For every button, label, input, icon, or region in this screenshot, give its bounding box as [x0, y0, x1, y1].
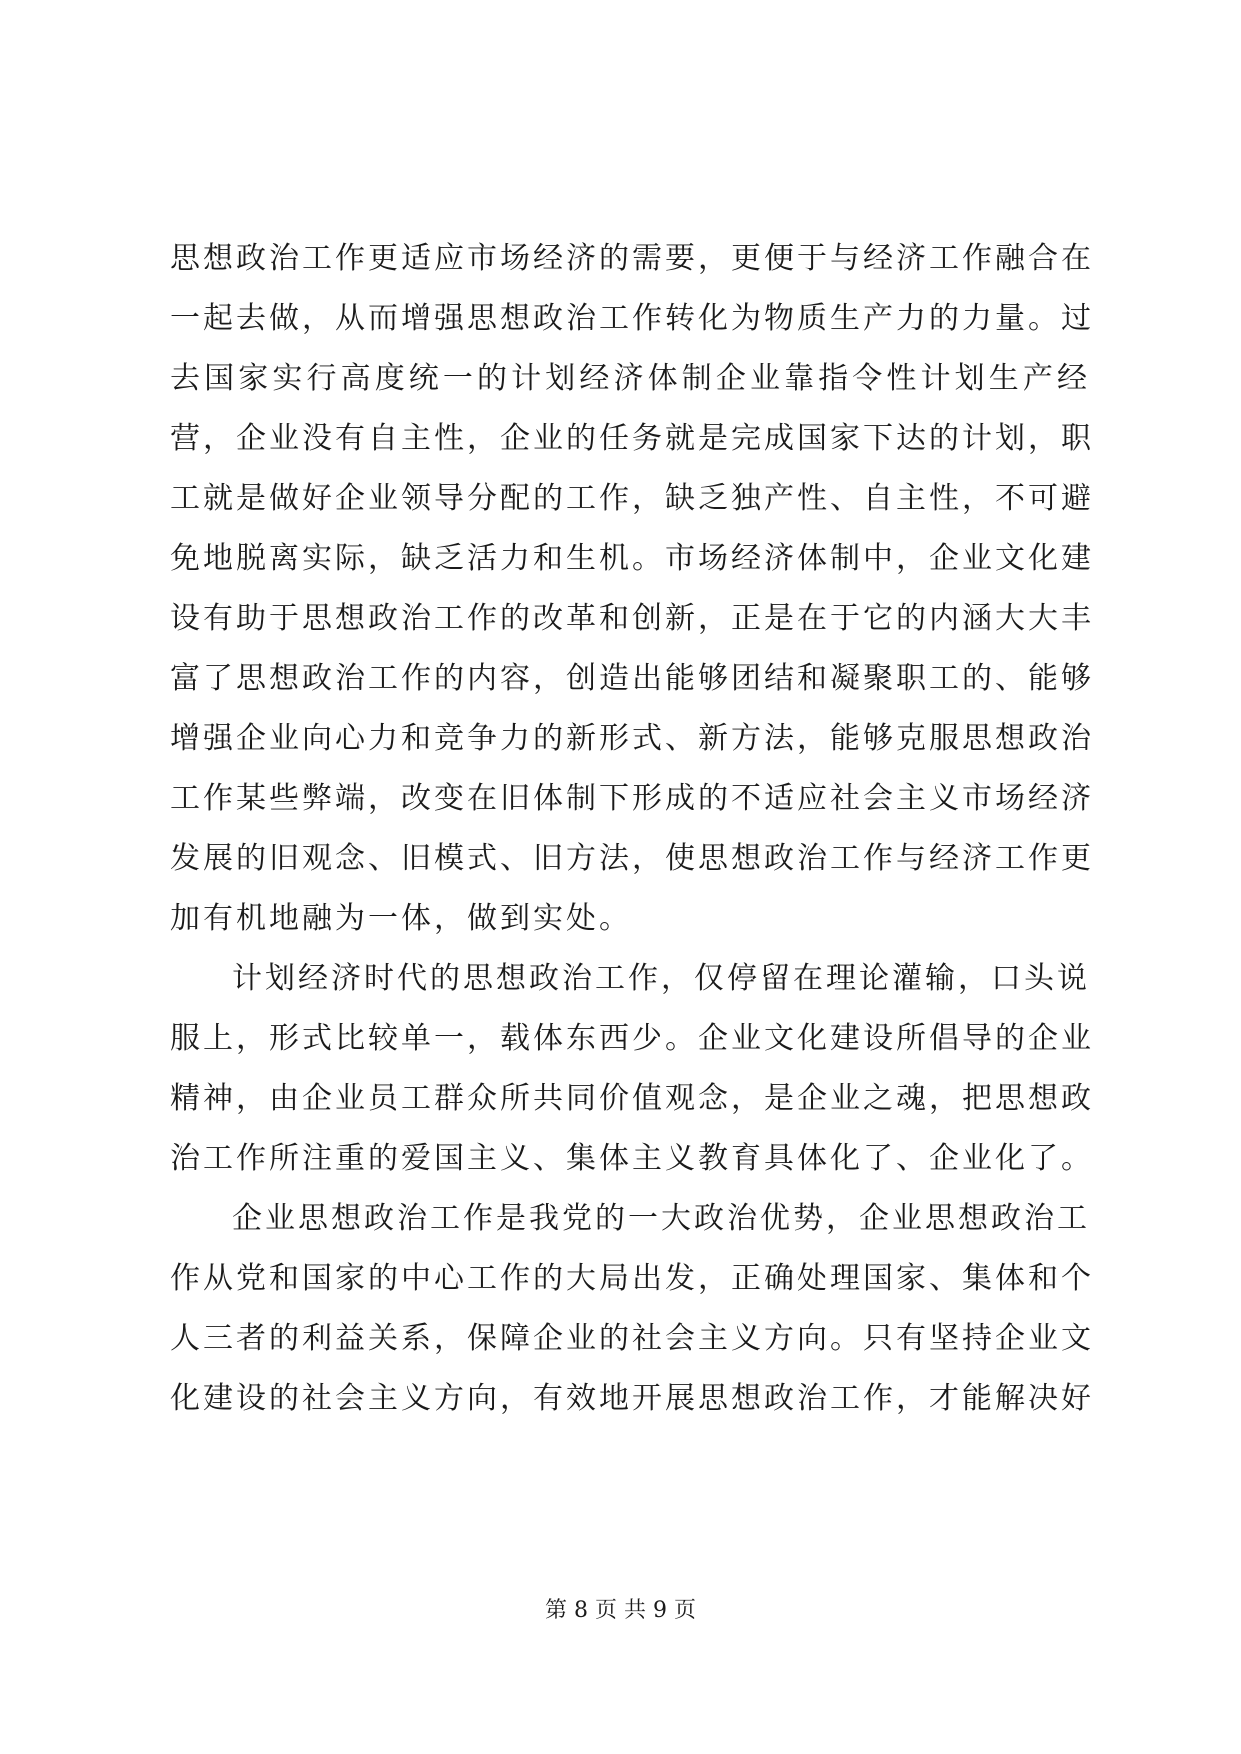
paragraph-1-line-5: 工就是做好企业领导分配的工作，缺乏独产性、自主性，不可避 [170, 481, 1094, 516]
paragraph-2-line-2: 服上，形式比较单一，载体东西少。企业文化建设所倡导的企业 [170, 1021, 1094, 1056]
paragraph-2-line-3: 精神，由企业员工群众所共同价值观念，是企业之魂，把思想政 [170, 1081, 1094, 1116]
paragraph-1-line-7: 设有助于思想政治工作的改革和创新，正是在于它的内涵大大丰 [170, 601, 1094, 636]
paragraph-1-line-3: 去国家实行高度统一的计划经济体制企业靠指令性计划生产经 [170, 361, 1090, 396]
paragraph-3-line-4: 化建设的社会主义方向，有效地开展思想政治工作，才能解决好 [170, 1381, 1094, 1416]
paragraph-3-line-2: 作从党和国家的中心工作的大局出发，正确处理国家、集体和个 [170, 1261, 1094, 1296]
paragraph-1-line-2: 一起去做，从而增强思想政治工作转化为物质生产力的力量。过 [170, 301, 1094, 336]
paragraph-1-line-1: 思想政治工作更适应市场经济的需要，更便于与经济工作融合在 [170, 241, 1094, 276]
paragraph-3-line-1: 企业思想政治工作是我党的一大政治优势，企业思想政治工 [232, 1201, 1090, 1236]
paragraph-1-line-10: 工作某些弊端，改变在旧体制下形成的不适应社会主义市场经济 [170, 781, 1094, 816]
paragraph-2-line-4: 治工作所注重的爱国主义、集体主义教育具体化了、企业化了。 [170, 1141, 1094, 1176]
body-text [170, 229, 1094, 1429]
paragraph-1-line-12: 加有机地融为一体，做到实处。 [170, 901, 632, 936]
paragraph-1-line-6: 免地脱离实际，缺乏活力和生机。市场经济体制中，企业文化建 [170, 541, 1094, 576]
paragraph-1-line-11: 发展的旧观念、旧模式、旧方法，使思想政治工作与经济工作更 [170, 841, 1094, 876]
paragraph-1-line-8: 富了思想政治工作的内容，创造出能够团结和凝聚职工的、能够 [170, 661, 1094, 696]
paragraph-3-line-3: 人三者的利益关系，保障企业的社会主义方向。只有坚持企业文 [170, 1321, 1094, 1356]
paragraph-2-line-1: 计划经济时代的思想政治工作，仅停留在理论灌输，口头说 [232, 961, 1090, 996]
page-number-footer: 第 8 页 共 9 页 [545, 1598, 696, 1623]
paragraph-1-line-4: 营，企业没有自主性，企业的任务就是完成国家下达的计划，职 [170, 421, 1094, 456]
paragraph-1-line-9: 增强企业向心力和竞争力的新形式、新方法，能够克服思想政治 [170, 721, 1094, 756]
